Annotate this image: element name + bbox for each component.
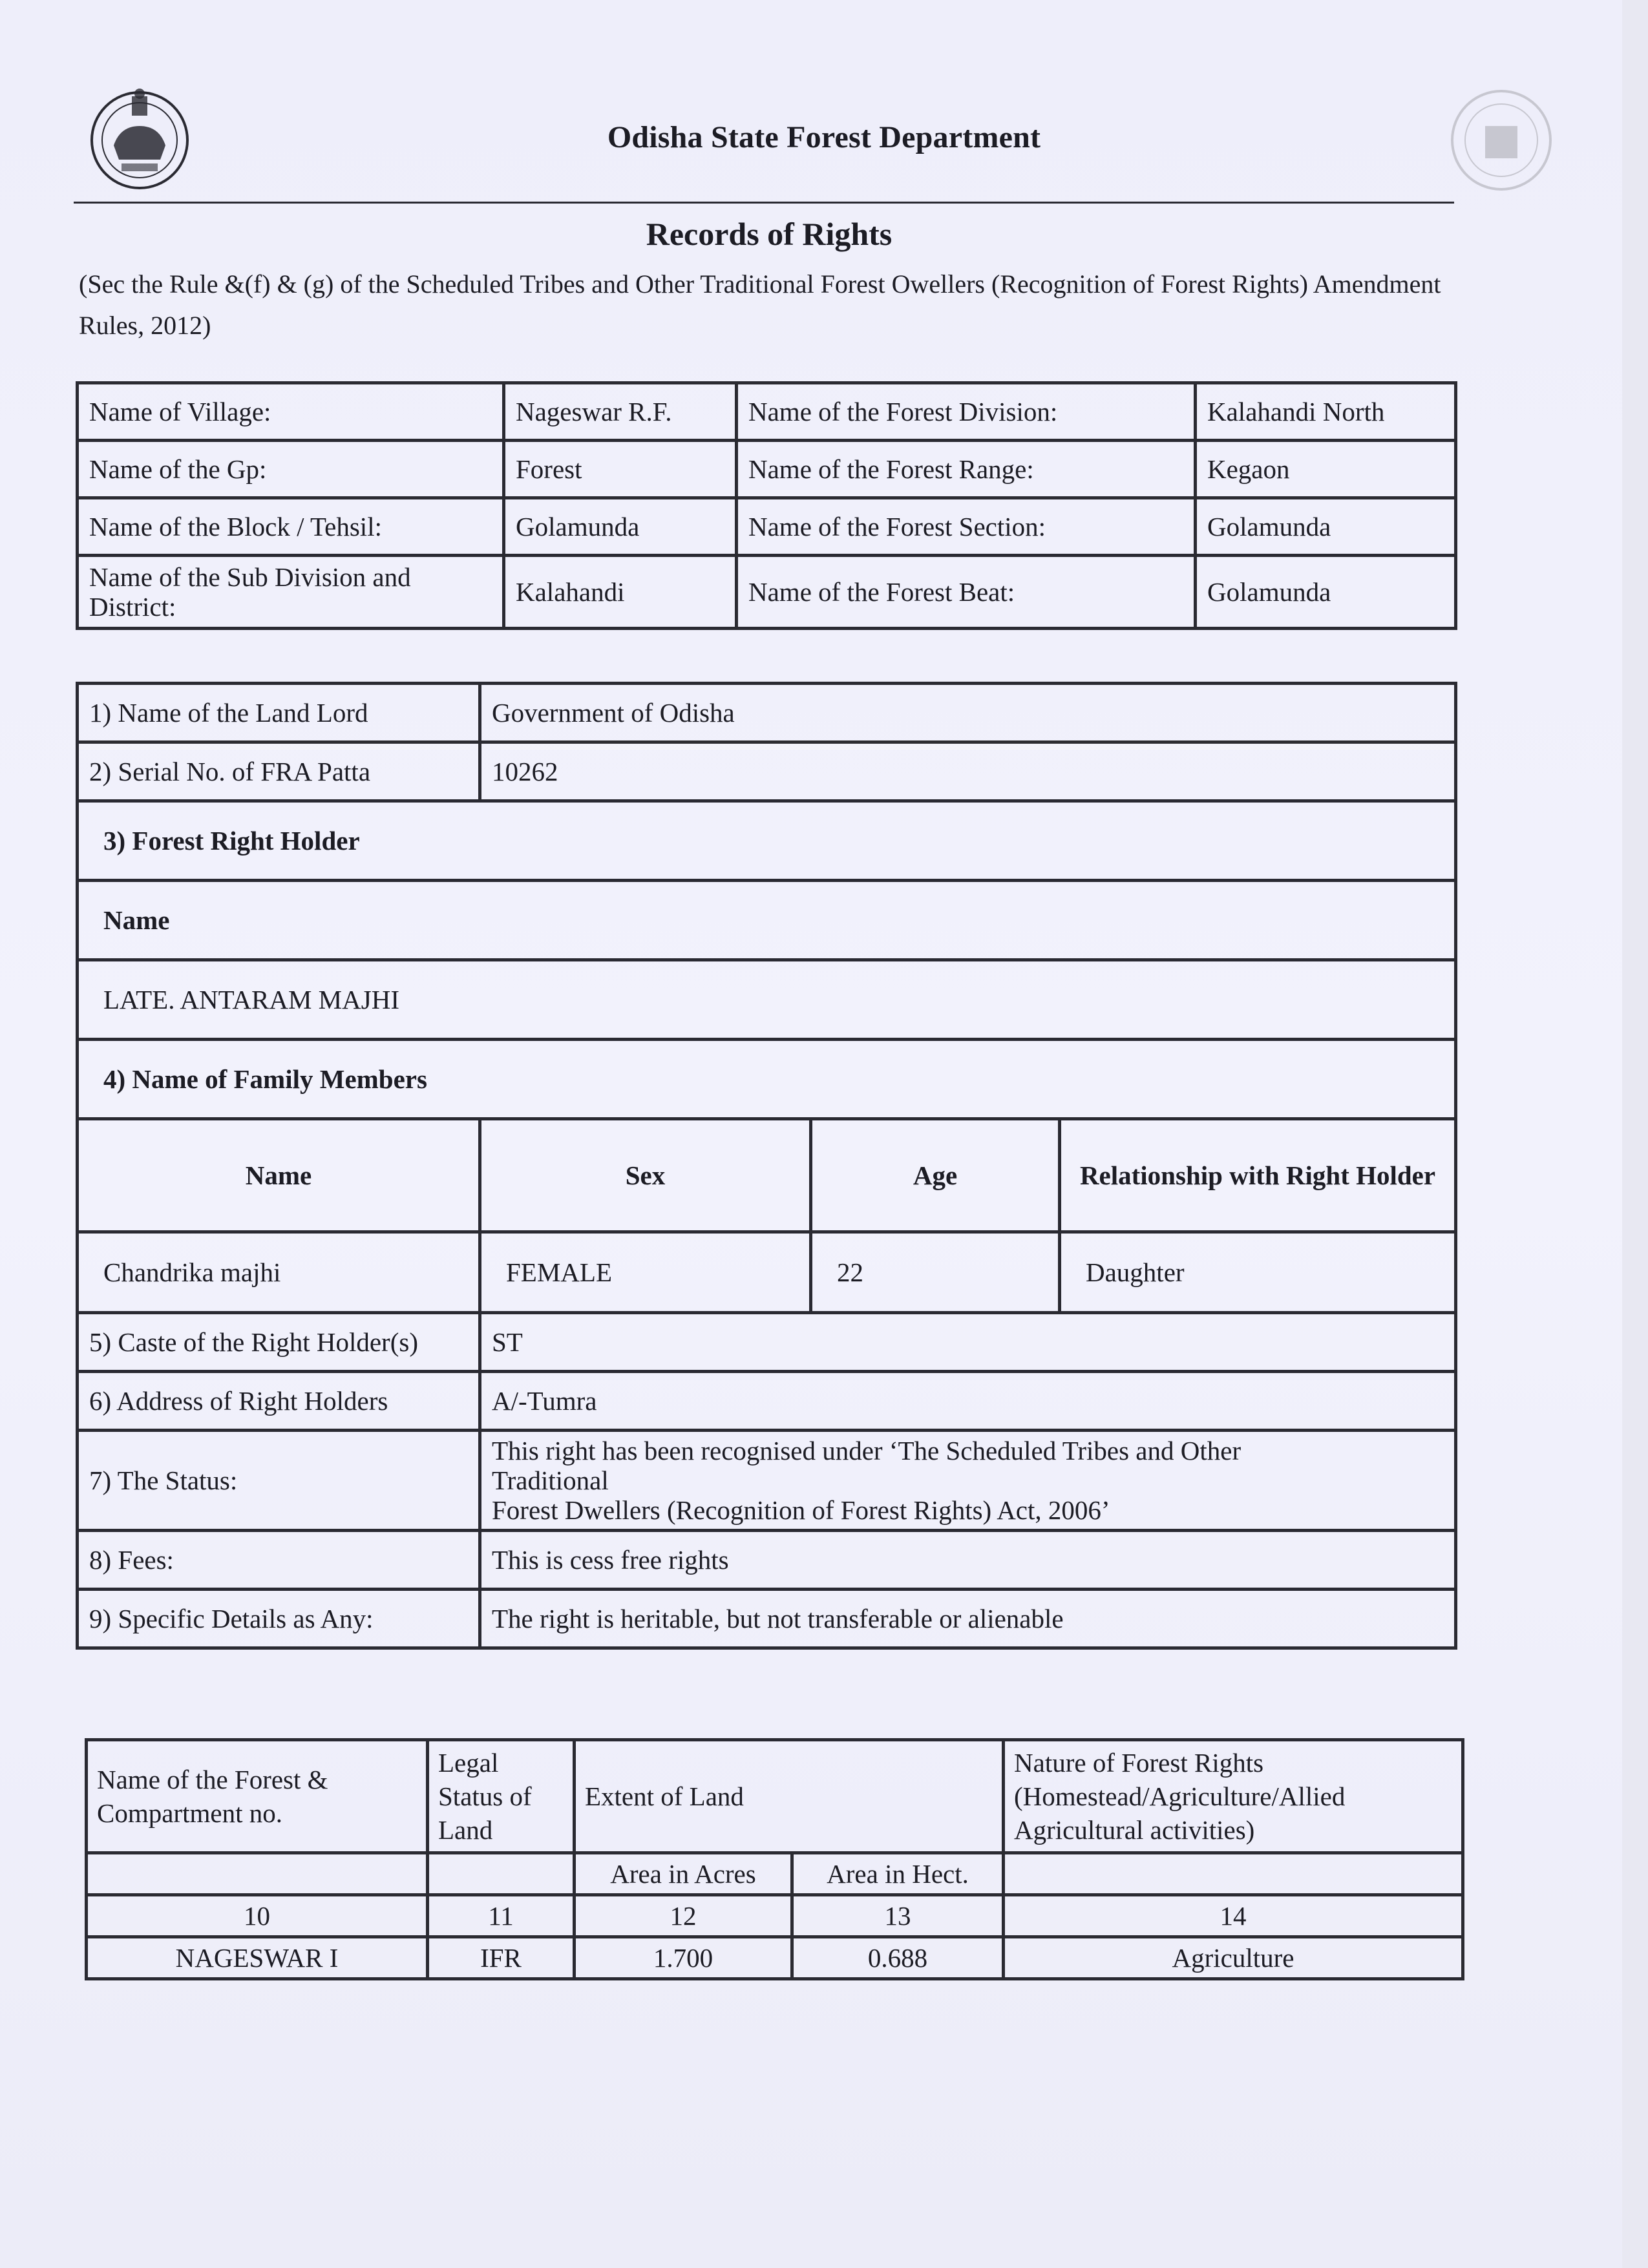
status-label: 7) The Status: bbox=[78, 1431, 480, 1531]
name-heading: Name bbox=[78, 881, 1456, 960]
landlord-row bbox=[78, 684, 1456, 742]
family-member-row bbox=[78, 1232, 1456, 1313]
empty-cell bbox=[428, 1853, 575, 1895]
status-line: Traditional bbox=[492, 1465, 609, 1495]
gp-label: Name of the Gp: bbox=[78, 441, 504, 498]
section-value: Golamunda bbox=[1196, 498, 1456, 556]
forest-compartment: NAGESWAR I bbox=[87, 1937, 428, 1979]
village-value: Nageswar R.F. bbox=[504, 383, 737, 441]
column-number: 10 bbox=[87, 1895, 428, 1937]
document-title: Records of Rights bbox=[646, 216, 893, 252]
fees-value: This is cess free rights bbox=[480, 1531, 1456, 1590]
col-area-acres: Area in Acres bbox=[575, 1853, 792, 1895]
caste-label: 5) Caste of the Right Holder(s) bbox=[78, 1313, 480, 1372]
holder-name: LATE. ANTARAM MAJHI bbox=[78, 960, 1456, 1040]
beat-label: Name of the Forest Beat: bbox=[737, 556, 1196, 629]
village-label: Name of Village: bbox=[78, 383, 504, 441]
legal-status: IFR bbox=[428, 1937, 575, 1979]
serial-value: 10262 bbox=[480, 742, 1456, 801]
family-heading-row bbox=[78, 1040, 1456, 1119]
caste-row bbox=[78, 1313, 1456, 1372]
rule-reference: (Sec the Rule &(f) & (g) of the Scheduled Tribes and Other Traditional Forest Owellers (Recognition of Forest Rights) Amendment Rules, 2012) bbox=[79, 269, 1441, 340]
address-row bbox=[78, 1372, 1456, 1431]
block-label: Name of the Block / Tehsil: bbox=[78, 498, 504, 556]
family-col-age: Age bbox=[811, 1119, 1060, 1232]
col-extent-of-land: Extent of Land bbox=[575, 1740, 1004, 1853]
location-row bbox=[78, 383, 1456, 441]
location-table bbox=[76, 381, 1457, 630]
location-row bbox=[78, 441, 1456, 498]
land-data-row bbox=[87, 1937, 1463, 1979]
fees-label: 8) Fees: bbox=[78, 1531, 480, 1590]
member-relationship: Daughter bbox=[1060, 1232, 1456, 1313]
subdivision-label: Name of the Sub Division and District: bbox=[78, 556, 504, 629]
col-forest-compartment: Name of the Forest & Compartment no. bbox=[87, 1740, 428, 1853]
family-heading: 4) Name of Family Members bbox=[78, 1040, 1456, 1119]
location-row bbox=[78, 556, 1456, 629]
col-area-hect: Area in Hect. bbox=[792, 1853, 1004, 1895]
holder-heading: 3) Forest Right Holder bbox=[78, 801, 1456, 881]
landlord-label: 1) Name of the Land Lord bbox=[78, 684, 480, 742]
subdivision-value: Kalahandi bbox=[504, 556, 737, 629]
status-line: This right has been recognised under ‘The Scheduled Tribes and Other bbox=[492, 1436, 1241, 1465]
column-number: 14 bbox=[1004, 1895, 1463, 1937]
gp-value: Forest bbox=[504, 441, 737, 498]
land-header-row bbox=[87, 1740, 1463, 1853]
empty-cell bbox=[87, 1853, 428, 1895]
member-sex: FEMALE bbox=[480, 1232, 811, 1313]
header-divider bbox=[74, 202, 1454, 204]
status-row bbox=[78, 1431, 1456, 1531]
family-col-relationship: Relationship with Right Holder bbox=[1060, 1119, 1456, 1232]
member-name: Chandrika majhi bbox=[78, 1232, 480, 1313]
member-age: 22 bbox=[811, 1232, 1060, 1313]
area-hect: 0.688 bbox=[792, 1937, 1004, 1979]
status-line: Forest Dwellers (Recognition of Forest Rights) Act, 2006’ bbox=[492, 1495, 1110, 1525]
department-title: Odisha State Forest Department bbox=[607, 120, 1041, 154]
col-nature-of-rights: Nature of Forest Rights (Homestead/Agriculture/Allied Agricultural activities) bbox=[1004, 1740, 1463, 1853]
scan-edge bbox=[1622, 0, 1648, 2268]
address-value: A/-Tumra bbox=[480, 1372, 1456, 1431]
details-row bbox=[78, 1590, 1456, 1648]
col-legal-status: Legal Status of Land bbox=[428, 1740, 575, 1853]
serial-row bbox=[78, 742, 1456, 801]
serial-label: 2) Serial No. of FRA Patta bbox=[78, 742, 480, 801]
column-number: 12 bbox=[575, 1895, 792, 1937]
rights-record-table bbox=[76, 682, 1457, 1650]
holder-heading-row bbox=[78, 801, 1456, 881]
details-label: 9) Specific Details as Any: bbox=[78, 1590, 480, 1648]
location-row bbox=[78, 498, 1456, 556]
caste-value: ST bbox=[480, 1313, 1456, 1372]
column-number: 11 bbox=[428, 1895, 575, 1937]
holder-name-row bbox=[78, 960, 1456, 1040]
empty-cell bbox=[1004, 1853, 1463, 1895]
status-value bbox=[480, 1431, 1456, 1531]
area-acres: 1.700 bbox=[575, 1937, 792, 1979]
landlord-value: Government of Odisha bbox=[480, 684, 1456, 742]
nature-of-rights: Agriculture bbox=[1004, 1937, 1463, 1979]
beat-value: Golamunda bbox=[1196, 556, 1456, 629]
range-value: Kegaon bbox=[1196, 441, 1456, 498]
family-header-row bbox=[78, 1119, 1456, 1232]
range-label: Name of the Forest Range: bbox=[737, 441, 1196, 498]
fees-row bbox=[78, 1531, 1456, 1590]
column-number-row bbox=[87, 1895, 1463, 1937]
name-heading-row bbox=[78, 881, 1456, 960]
section-label: Name of the Forest Section: bbox=[737, 498, 1196, 556]
family-col-sex: Sex bbox=[480, 1119, 811, 1232]
column-number: 13 bbox=[792, 1895, 1004, 1937]
family-col-name: Name bbox=[78, 1119, 480, 1232]
land-subheader-row bbox=[87, 1853, 1463, 1895]
address-label: 6) Address of Right Holders bbox=[78, 1372, 480, 1431]
land-details-table bbox=[85, 1738, 1464, 1980]
division-value: Kalahandi North bbox=[1196, 383, 1456, 441]
division-label: Name of the Forest Division: bbox=[737, 383, 1196, 441]
block-value: Golamunda bbox=[504, 498, 737, 556]
details-value: The right is heritable, but not transferable or alienable bbox=[480, 1590, 1456, 1648]
